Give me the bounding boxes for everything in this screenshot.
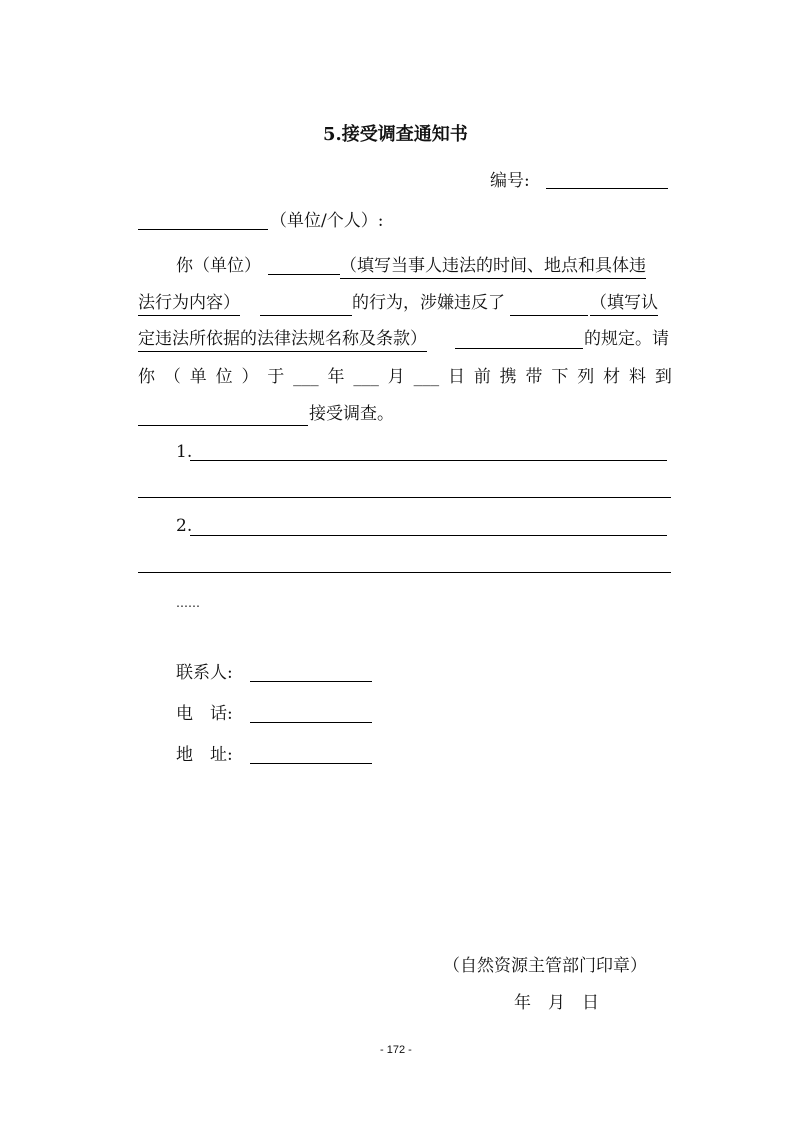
- deadline-year-blank: ___: [293, 367, 319, 387]
- deadline-char: 下: [551, 367, 569, 387]
- deadline-char: 单: [189, 367, 207, 387]
- seal-note: （自然资源主管部门印章）: [443, 956, 647, 976]
- deadline-char: 年: [327, 367, 345, 387]
- number-label: 编号:: [490, 171, 530, 191]
- deadline-char: 月: [387, 367, 405, 387]
- provision-blank: [455, 348, 583, 349]
- item-number: 1.: [176, 442, 193, 462]
- deadline-month-blank: ___: [353, 367, 379, 387]
- item-2-line-b: [138, 572, 671, 573]
- address-label: 地 址:: [176, 745, 233, 765]
- deadline-line: [138, 366, 672, 388]
- para-you-unit: 你（单位）: [176, 256, 261, 276]
- item-1-line-a: [190, 460, 667, 461]
- deadline-char: 你: [138, 367, 155, 387]
- deadline-char: 列: [577, 367, 595, 387]
- accept-text: 接受调查。: [309, 404, 394, 424]
- address-blank: [250, 763, 372, 764]
- deadline-char: 前: [473, 367, 491, 387]
- contact-label: 联系人:: [176, 663, 233, 683]
- note-fill-law-1: （填写认: [590, 292, 658, 316]
- deadline-char: 位: [215, 367, 233, 387]
- behavior-blank: [260, 315, 352, 316]
- number-blank: [546, 188, 668, 189]
- deadline-day-blank: ___: [413, 367, 440, 387]
- law-blank: [510, 315, 588, 316]
- item-1-line-b: [138, 497, 671, 498]
- deadline-char: 到: [654, 367, 672, 387]
- recipient-label: （单位/个人）:: [270, 211, 384, 231]
- deadline-char: 料: [628, 367, 646, 387]
- item-number: 2.: [176, 516, 193, 536]
- deadline-char: ）: [241, 367, 259, 387]
- provision-text: 的规定。请: [584, 329, 669, 349]
- deadline-char: 材: [603, 367, 621, 387]
- date-line: 年 月 日: [514, 993, 599, 1013]
- page-title: 5.接受调查通知书: [323, 124, 468, 145]
- note-fill-facts-1: （填写当事人违法的时间、地点和具体违: [340, 255, 646, 279]
- deadline-char: 日: [447, 367, 465, 387]
- deadline-char: 于: [267, 367, 285, 387]
- page-number: - 172 -: [380, 1044, 412, 1056]
- deadline-char: （: [163, 367, 181, 387]
- phone-blank: [250, 722, 372, 723]
- ellipsis: ……: [176, 596, 200, 610]
- contact-blank: [250, 681, 372, 682]
- behavior-text: 的行为，涉嫌违反了: [352, 293, 505, 313]
- note-fill-law-2: 定违法所依据的法律法规名称及条款）: [138, 328, 427, 352]
- phone-label: 电 话:: [176, 704, 233, 724]
- deadline-char: 携: [499, 367, 517, 387]
- location-blank: [138, 425, 308, 426]
- item-2-line-a: [190, 535, 667, 536]
- deadline-char: 带: [525, 367, 543, 387]
- facts-blank: [268, 274, 340, 275]
- recipient-blank: [138, 229, 268, 230]
- note-fill-facts-2: 法行为内容）: [138, 292, 240, 316]
